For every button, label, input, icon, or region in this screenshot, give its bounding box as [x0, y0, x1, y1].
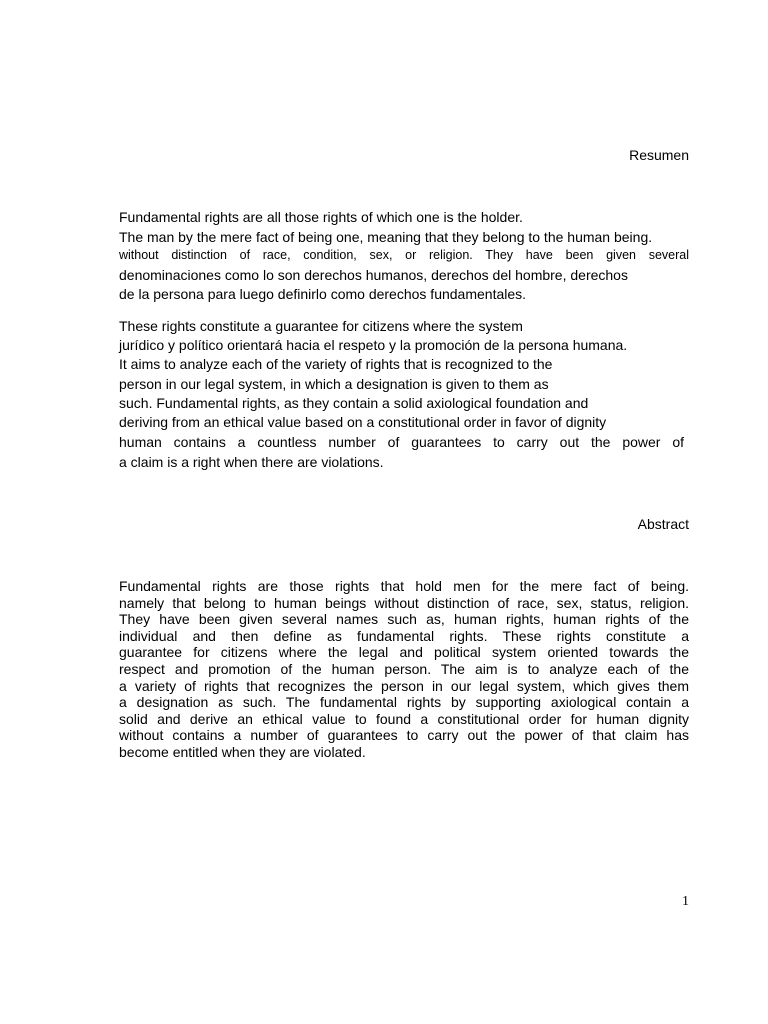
abstract-line-10: without contains a number of guarantees to carry out the power of that claim has — [119, 727, 689, 744]
abstract-line-6: respect and promotion of the human person. The aim is to analyze each of the — [119, 660, 689, 677]
abstract-paragraph — [119, 578, 689, 761]
abstract-line-8: a designation as such. The fundamental rights by supporting axiological contain a — [119, 694, 689, 711]
resumen-p1-line-1: Fundamental rights are all those rights of which one is the holder. — [119, 209, 523, 225]
resumen-p2-line-3: It aims to analyze each of the variety of rights that is recognized to the — [119, 356, 553, 372]
abstract-line-11: become entitled when they are violated. — [119, 743, 366, 760]
page-number: 1 — [682, 894, 689, 909]
resumen-p1-line-3: without distinction of race, condition, sex, or religion. They have been given several — [119, 248, 689, 262]
resumen-p2-line-6: deriving from an ethical value based on a constitutional order in favor of dignity — [119, 414, 607, 430]
resumen-p2-line-7: human contains a countless number of guarantees to carry out the power of — [119, 434, 684, 450]
resumen-heading: Resumen — [629, 147, 689, 163]
abstract-line-7: a variety of rights that recognizes the person in our legal system, which gives them — [119, 677, 689, 694]
resumen-p2-line-2: jurídico y político orientará hacia el respeto y la promoción de la persona humana. — [119, 337, 628, 353]
resumen-p2-line-5: such. Fundamental rights, as they contain a solid axiological foundation and — [119, 395, 589, 411]
abstract-line-5: guarantee for citizens where the legal and political system oriented towards the — [119, 644, 689, 661]
abstract-line-4: individual and then define as fundamental rights. These rights constitute a — [119, 627, 689, 644]
resumen-p1-line-4: denominaciones como lo son derechos humanos, derechos del hombre, derechos — [119, 267, 628, 283]
resumen-p2-line-4: person in our legal system, in which a designation is given to them as — [119, 376, 549, 392]
abstract-heading: Abstract — [637, 516, 689, 532]
resumen-p1-line-2: The man by the mere fact of being one, meaning that they belong to the human being. — [119, 229, 653, 245]
abstract-line-3: They have been given several names such as, human rights, human rights of the — [119, 611, 689, 628]
abstract-line-1: Fundamental rights are those rights that hold men for the mere fact of being. — [119, 578, 689, 594]
abstract-line-2: namely that belong to human beings without distinction of race, sex, status, religion. — [119, 594, 689, 611]
abstract-line-9: solid and derive an ethical value to found a constitutional order for human dignity — [119, 710, 689, 727]
resumen-p2-line-8: a claim is a right when there are violations. — [119, 454, 384, 470]
resumen-p1-line-5: de la persona para luego definirlo como derechos fundamentales. — [119, 286, 527, 302]
resumen-p2-line-1: These rights constitute a guarantee for citizens where the system — [119, 318, 523, 334]
